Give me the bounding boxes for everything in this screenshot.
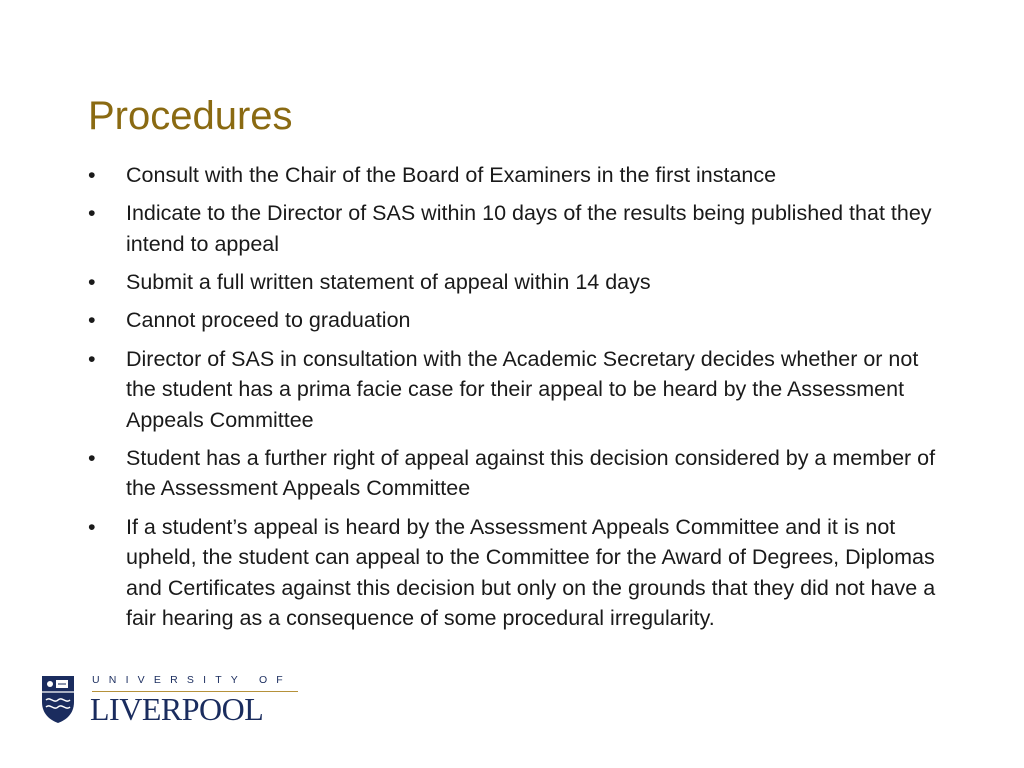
bullet-text: Cannot proceed to graduation — [126, 308, 411, 333]
bullet-item — [88, 512, 938, 634]
bullet-icon: • — [88, 163, 96, 187]
bullet-icon: • — [88, 514, 96, 539]
bullet-text: If a student’s appeal is heard by the Assessment Appeals Committee and it is not upheld, the student can appeal to the Committee for the Award of Degrees, Diplomas and Certificates against this decision but only on the grounds that they did not have a fair hearing as a consequence of some procedural irregularity. — [126, 514, 936, 631]
bullet-item — [88, 305, 938, 336]
logo-liverpool: LIVERPOOL — [90, 691, 264, 727]
logo-university-of: UNIVERSITY OF — [92, 674, 292, 686]
bullet-text: Consult with the Chair of the Board of Examiners in the first instance — [126, 163, 777, 187]
university-crest-icon — [40, 674, 76, 724]
bullet-text: Director of SAS in consultation with the Academic Secretary decides whether or not the student has a prima facie case for their appeal to be heard by the Assessment Appeals Committee — [126, 346, 919, 432]
bullet-list — [88, 160, 938, 642]
bullet-text: Submit a full written statement of appeal within 14 days — [126, 270, 651, 295]
bullet-text: Student has a further right of appeal against this decision considered by a member of the Assessment Appeals Committee — [126, 445, 936, 501]
bullet-icon: • — [88, 270, 96, 295]
bullet-icon: • — [88, 201, 96, 226]
bullet-item — [88, 443, 938, 504]
bullet-item — [88, 344, 938, 436]
bullet-icon: • — [88, 308, 96, 333]
bullet-icon: • — [88, 445, 96, 470]
university-logo — [40, 672, 292, 728]
bullet-icon: • — [88, 346, 96, 371]
slide-title: Procedures — [88, 94, 293, 138]
bullet-item — [88, 160, 938, 191]
bullet-text: Indicate to the Director of SAS within 10 days of the results being published that they intend to appeal — [126, 201, 932, 256]
bullet-item — [88, 198, 938, 259]
bullet-item — [88, 267, 938, 298]
